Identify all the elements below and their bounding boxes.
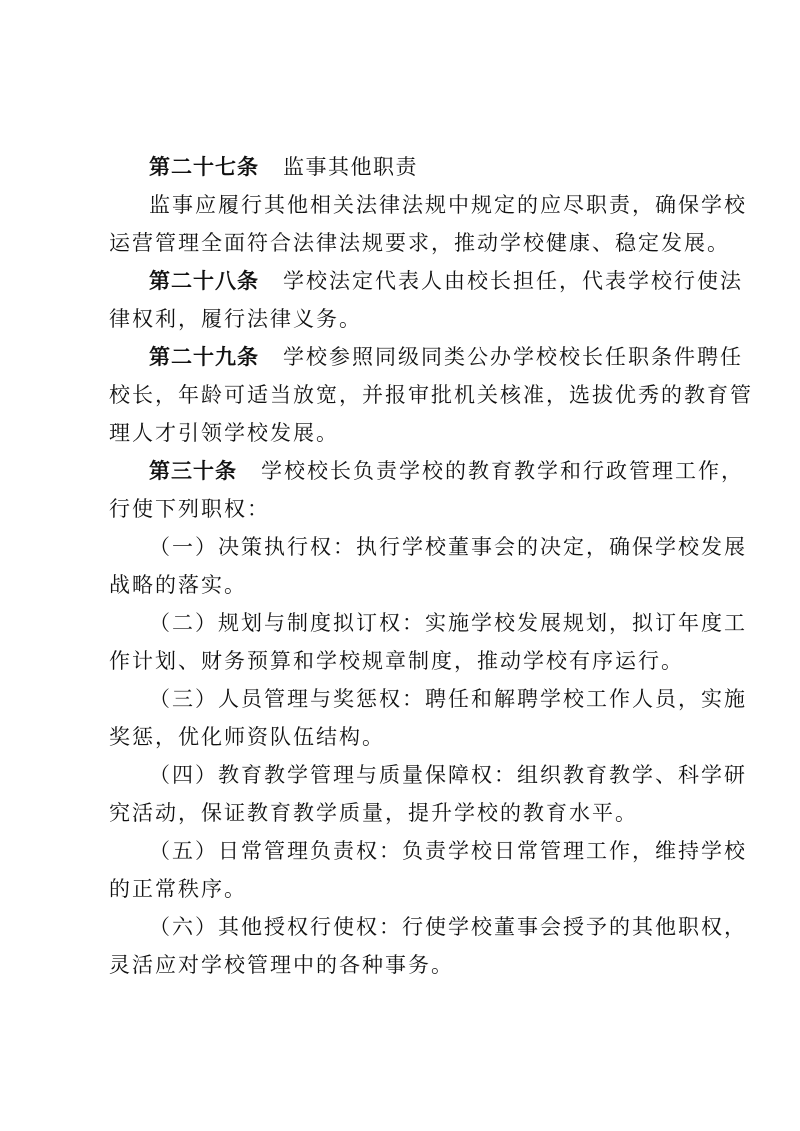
power-item-6-first: （六）其他授权行使权：行使学校董事会授予的其他职权， bbox=[149, 915, 747, 939]
article-30-line-1: 行使下列职权： bbox=[109, 497, 270, 521]
document-page bbox=[109, 148, 753, 984]
article-27-heading: 监事其他职责 bbox=[283, 155, 418, 179]
power-item-1-first: （一）决策执行权：执行学校董事会的决定，确保学校发展 bbox=[149, 535, 747, 559]
article-29-line-1: 校长，年龄可适当放宽，并报审批机关核准，选拔优秀的教育管 bbox=[109, 383, 753, 407]
power-item-5-first: （五）日常管理负责权：负责学校日常管理工作，维持学校 bbox=[149, 839, 747, 863]
article-27-line-1: 监事应履行其他相关法律法规中规定的应尽职责，确保学校 bbox=[149, 193, 747, 217]
power-item-3-rest: 奖惩，优化师资队伍结构。 bbox=[109, 725, 385, 749]
power-item-4-first: （四）教育教学管理与质量保障权：组织教育教学、科学研 bbox=[149, 763, 747, 787]
article-27-number: 第二十七条 bbox=[149, 155, 259, 179]
article-29-text: 学校参照同级同类公办学校校长任职条件聘任 bbox=[283, 345, 743, 369]
power-item-6-rest: 灵活应对学校管理中的各种事务。 bbox=[109, 953, 454, 977]
article-30-number: 第三十条 bbox=[149, 459, 237, 483]
article-29-line-2: 理人才引领学校发展。 bbox=[109, 421, 339, 445]
article-27-heading-line bbox=[109, 148, 713, 186]
article-28-text: 学校法定代表人由校长担任，代表学校行使法 bbox=[283, 269, 743, 293]
article-30-heading-line bbox=[109, 452, 744, 490]
power-item-2-first: （二）规划与制度拟订权：实施学校发展规划，拟订年度工 bbox=[149, 611, 747, 635]
power-item-2-rest: 作计划、财务预算和学校规章制度，推动学校有序运行。 bbox=[109, 649, 684, 673]
article-28-heading-line bbox=[109, 262, 743, 300]
article-29-number: 第二十九条 bbox=[149, 345, 259, 369]
article-27-line-2: 运营管理全面符合法律法规要求，推动学校健康、稳定发展。 bbox=[109, 231, 730, 255]
article-30-text: 学校校长负责学校的教育教学和行政管理工作， bbox=[261, 459, 744, 483]
power-item-1-rest: 战略的落实。 bbox=[109, 573, 247, 597]
power-item-3-first: （三）人员管理与奖惩权：聘任和解聘学校工作人员，实施 bbox=[149, 687, 747, 711]
article-29-heading-line bbox=[109, 338, 743, 376]
power-item-5-rest: 的正常秩序。 bbox=[109, 877, 247, 901]
power-item-4-rest: 究活动，保证教育教学质量，提升学校的教育水平。 bbox=[109, 801, 638, 825]
article-28-number: 第二十八条 bbox=[149, 269, 259, 293]
article-28-line-1: 律权利，履行法律义务。 bbox=[109, 307, 362, 331]
